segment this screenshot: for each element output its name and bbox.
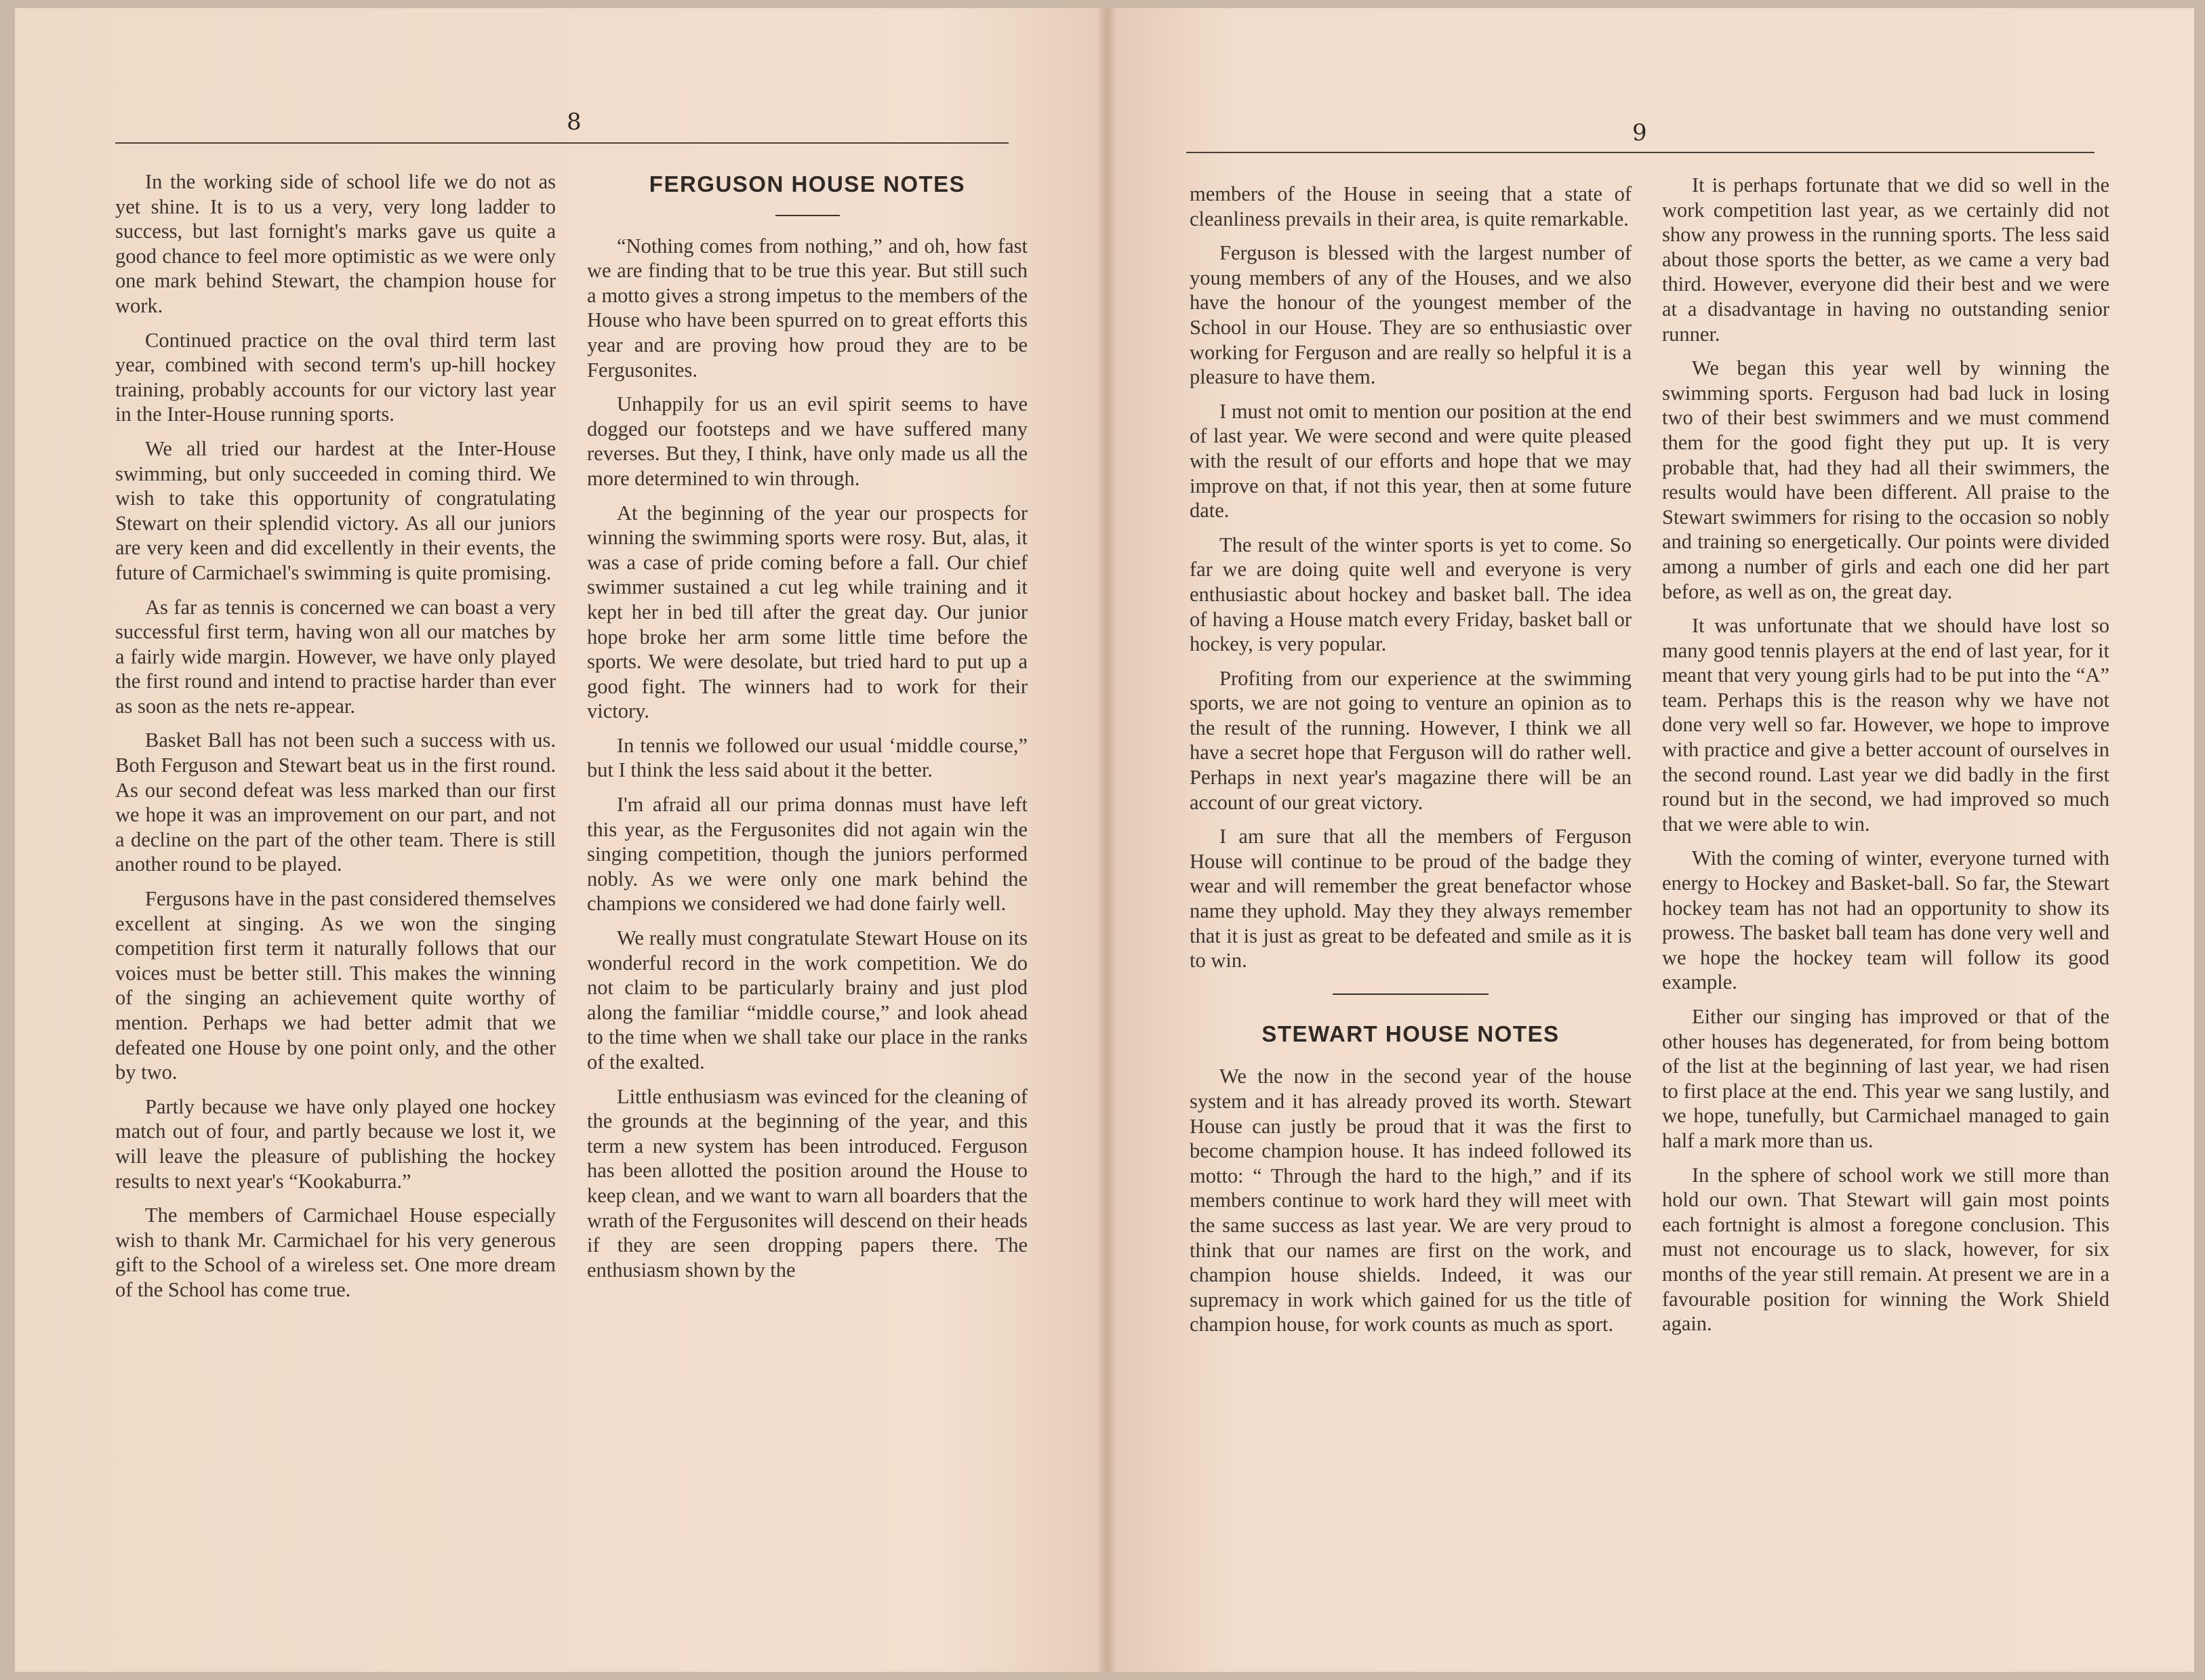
paragraph: In tennis we followed our usual ‘middle course,” but I think the less said about it the better. (587, 733, 1028, 782)
paragraph: I must not omit to mention our position at the end of last year. We were second and were quite pleased with the result of our efforts and hope that we may improve on that, if not this year, then at some future date. (1190, 399, 1632, 523)
page-number-right: 9 (1632, 119, 1647, 146)
book-gutter (1097, 8, 1117, 1672)
paragraph: members of the House in seeing that a state of cleanliness prevails in their area, is quite remarkable. (1190, 182, 1632, 230)
paragraph: As far as tennis is concerned we can boast a very successful first term, having won all our matches by a fairly wide margin. However, we have only played the first round and intend to practise harder than ever as soon as the nets re-appear. (115, 595, 556, 718)
header-rule-right (1186, 152, 2095, 153)
paragraph: I am sure that all the members of Ferguson House will continue to be proud of the badge they wear and will remember the great benefactor whose name they uphold. May they they always remember that it is just as great to be defeated and smile as it is to win. (1190, 825, 1632, 972)
paragraph: The members of Carmichael House especially wish to thank Mr. Carmichael for his very generous gift to the School of a wireless set. One more dream of the School has come true. (115, 1204, 556, 1301)
paragraph: In the working side of school life we do not as yet shine. It is to us a very, very long ladder to success, but last fornight's marks gave us quite a good chance to feel more optimistic as we were only one mark behind Stewart, the champion house for work. (115, 170, 556, 317)
paragraph: It was unfortunate that we should have lost so many good tennis players at the end of last year, for it meant that very young girls had to be put into the “A” team. Perhaps this is the reason why we have not done very well so far. However, we hope to improve with practice and give a better account of ourselves in the second round. Last year we did badly in the first round but in the second, we had improved so much that we were able to win. (1662, 614, 2109, 836)
page-number-left: 8 (567, 108, 582, 136)
heading-rule (775, 215, 840, 216)
paragraph: I'm afraid all our prima donnas must have left this year, as the Fergusonites did not again win the singing competition, though the juniors performed nobly. As we were only one mark behind the champions we considered we had done fairly well. (587, 793, 1028, 916)
paragraph: We began this year well by winning the swimming sports. Ferguson had bad luck in losing two of their best swimmers and we must commend them for the good fight they put up. It is very probable that, had they had all their swimmers, the results would have been different. All praise to the Stewart swimmers for rising to the occasion so nobly and training so energetically. Our points were divided among a number of girls and each one did her part before, as well as on, the great day. (1662, 356, 2109, 603)
column-stewart-notes (1662, 173, 2109, 1346)
paragraph: Partly because we have only played one hockey match out of four, and partly because we lost it, we will leave the pleasure of publishing the hockey results to next year's “Kookaburra.” (115, 1094, 556, 1193)
paragraph: Fergusons have in the past considered themselves excellent at singing. As we won the singing competition first term it naturally follows that our voices must be better still. This makes the winning of the singing an achievement quite worthy of mention. Perhaps we had better admit that we defeated one House by one point only, and the other by two. (115, 887, 556, 1084)
section-heading-stewart: STEWART HOUSE NOTES (1261, 1021, 1560, 1046)
paragraph: We really must congratulate Stewart House on its wonderful record in the work competition. We do not claim to be particularly brainy and just plod along the familiar “middle course,” and look ahead to the time when we shall take our place in the ranks of the exalted. (587, 926, 1028, 1073)
section-heading-ferguson: FERGUSON HOUSE NOTES (649, 171, 966, 197)
paragraph: The result of the winter sports is yet to come. So far we are doing quite well and everyone is very enthusiastic about hockey and basket ball. The idea of having a House match every Friday, basket ball or hockey, is very popular. (1190, 533, 1632, 656)
paragraph: Either our singing has improved or that of the other houses has degenerated, for from being bottom of the list at the beginning of last year, we had risen to first place at the end. This year we sang lustily, and we hope, tunefully, but Carmichael managed to gain half a mark more than us. (1662, 1005, 2109, 1152)
header-rule-left (115, 142, 1009, 144)
paragraph: It is perhaps fortunate that we did so well in the work competition last year, as we certainly did not show any prowess in the running sports. The less said about those sports the better, as we came a very bad third. However, everyone did their best and we were at a disadvantage in having no outstanding senior runner. (1662, 173, 2109, 346)
paragraph: At the beginning of the year our prospects for winning the swimming sports were rosy. But, alas, it was a case of pride coming before a fall. Our chief swimmer sustained a cut leg while training and it kept her in bed till after the great day. Our junior hope broke her arm some little time before the sports. We were desolate, but tried hard to put up a good fight. The winners had to work for their victory. (587, 501, 1028, 723)
column-ferguson-notes (587, 169, 1028, 1292)
paragraph: Little enthusiasm was evinced for the cleaning of the grounds at the beginning of the year, and this term a new system has been introduced. Ferguson has been allotted the position around the House to keep clean, and we want to warn all boarders that the wrath of the Fergusonites will descend on their heads if they are seen dropping papers there. The enthusiasm shown by the (587, 1084, 1028, 1282)
paragraph: With the coming of winter, everyone turned with energy to Hockey and Basket-ball. So far, the Stewart hockey team has not had an opportunity to show its prowess. The basket ball team has done very well and we hope the hockey team will follow its good example. (1662, 846, 2109, 994)
column-ferguson-continued (1190, 182, 1632, 1347)
section-divider (1333, 993, 1489, 995)
column-carmichael-notes (115, 169, 556, 1312)
paragraph: We the now in the second year of the house system and it has already proved its worth. Stewart House can justly be proud that it was the first to become champion house. It has indeed followed its motto: “ Through the hard to the high,” and if its members continue to work hard they will meet with the same success as last year. We are very proud to think that our names are first on the work, and champion house shields. Indeed, it was our supremacy in work which gained for us the title of champion house, for work counts as much as sport. (1190, 1065, 1632, 1336)
paragraph: Continued practice on the oval third term last year, combined with second term's up-hill hockey training, probably accounts for our victory last year in the Inter-House running sports. (115, 328, 556, 426)
paragraph: We all tried our hardest at the Inter-House swimming, but only succeeded in coming third. We wish to take this opportunity of congratulating Stewart on their splendid victory. As all our juniors are very keen and did excellently in their events, the future of Carmichael's swimming is quite promising. (115, 436, 556, 584)
paragraph: “Nothing comes from nothing,” and oh, how fast we are finding that to be true this year. But still such a motto gives a strong impetus to the members of the House who have been spurred on to great efforts this year and are proving how proud they are to be Fergusonites. (587, 234, 1028, 382)
paragraph: Unhappily for us an evil spirit seems to have dogged our footsteps and we have suffered many reverses. But they, I think, have only made us all the more determined to win through. (587, 392, 1028, 490)
paragraph: In the sphere of school work we still more than hold our own. That Stewart will gain most points each fortnight is almost a foregone conclusion. This must not encourage us to slack, however, for six months of the year still remain. At present we are in a favourable position for winning the Work Shield again. (1662, 1163, 2109, 1336)
paragraph: Basket Ball has not been such a success with us. Both Ferguson and Stewart beat us in the first round. As our second defeat was less marked than our first we hope it was an improvement on our part, and not a decline on the part of the other team. There is still another round to be played. (115, 729, 556, 876)
paragraph: Profiting from our experience at the swimming sports, we are not going to venture an opinion as to the result of the running. However, I think we all have a secret hope that Ferguson will do rather well. Perhaps in next year's magazine there will be an account of our great victory. (1190, 666, 1632, 814)
paragraph: Ferguson is blessed with the largest number of young members of any of the Houses, and we also have the honour of the youngest member of the School in our House. They are so enthusiastic over working for Ferguson and are really so helpful it is a pleasure to have them. (1190, 241, 1632, 389)
